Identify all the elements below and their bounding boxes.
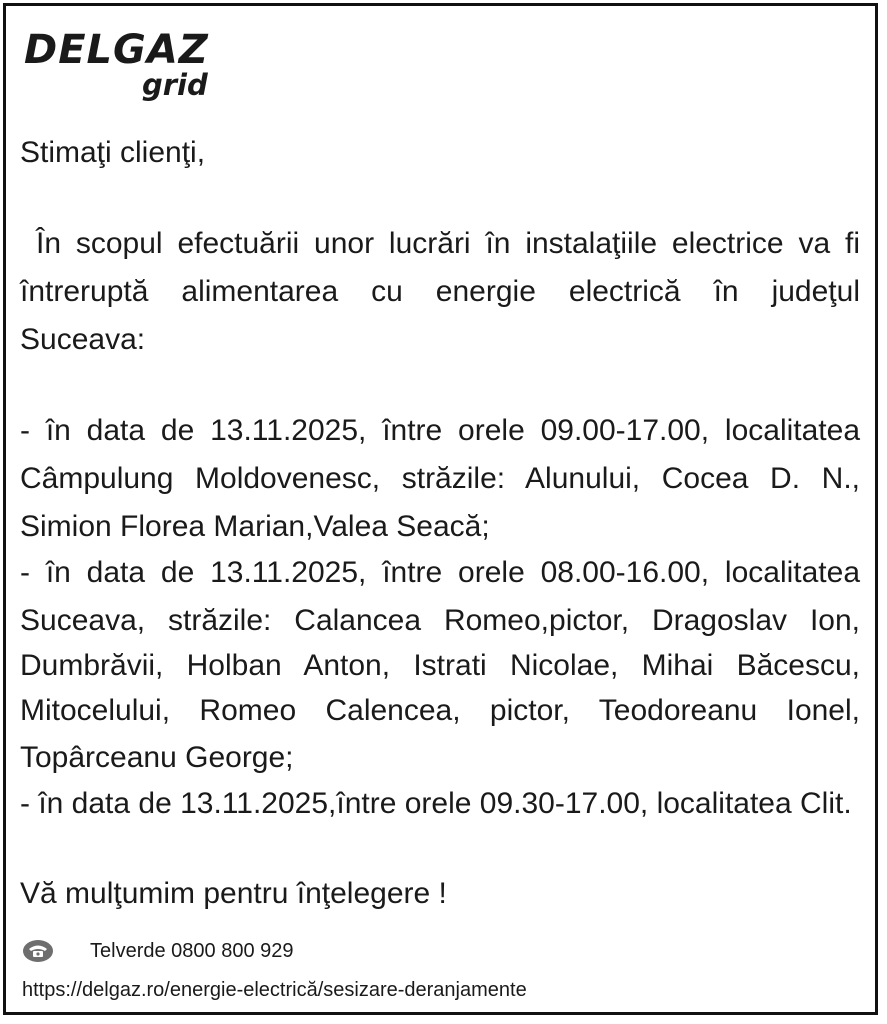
intro-line-3: Suceava: [20, 323, 146, 356]
greeting: Stimaţi clienţi, [20, 136, 206, 169]
delgaz-grid-logo [24, 28, 224, 103]
phone-label: Telverde 0800 800 929 [90, 940, 294, 962]
outage-2-line-3: Dumbrăvii, Holban Anton, Istrati Nicolae, Mihai Băcescu, [20, 649, 860, 682]
intro-line-2: întreruptă alimentarea cu energie electrică în judeţul [20, 275, 860, 308]
outage-1-line-2: Câmpulung Moldovenesc, străzile: Alunului, Cocea D. N., [20, 462, 860, 495]
outage-2-line-1: - în data de 13.11.2025, între orele 08.00-16.00, localitatea [20, 556, 860, 589]
sesizare-url-link[interactable]: https://delgaz.ro/energie-electrică/sesizare-deranjamente [22, 979, 527, 1001]
logo-sub-text: grid [142, 68, 208, 102]
outage-3-line-1: - în data de 13.11.2025,între orele 09.30-17.00, localitatea Clit. [20, 787, 852, 820]
logo-main-text: DELGAZ [24, 27, 209, 73]
outage-1-line-3: Simion Florea Marian,Valea Seacă; [20, 510, 490, 543]
intro-line-1: În scopul efectuării unor lucrări în instalaţiile electrice va fi [36, 227, 860, 260]
closing-line: Vă mulţumim pentru înţelegere ! [20, 877, 447, 910]
outage-2-line-2: Suceava, străzile: Calancea Romeo,pictor, Dragoslav Ion, [20, 604, 860, 637]
telephone-icon [22, 939, 54, 963]
outage-2-line-4: Mitocelului, Romeo Calencea, pictor, Teodoreanu Ionel, [20, 694, 860, 727]
outage-1-line-1: - în data de 13.11.2025, între orele 09.00-17.00, localitatea [20, 414, 860, 447]
footer-phone [22, 936, 442, 966]
outage-2-line-5: Topârceanu George; [20, 741, 294, 774]
